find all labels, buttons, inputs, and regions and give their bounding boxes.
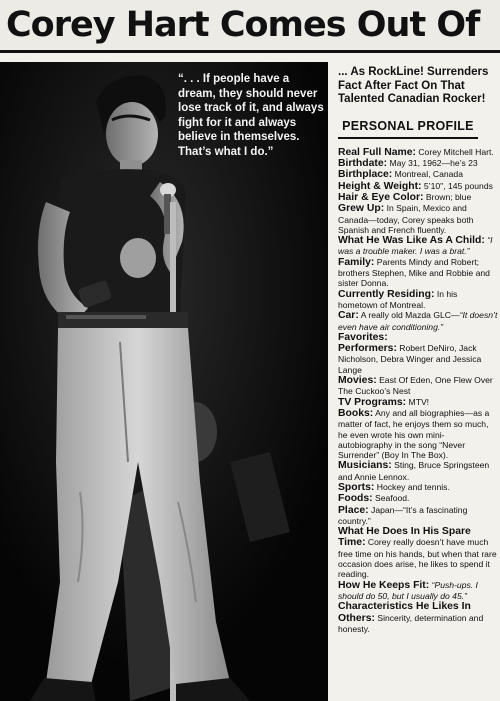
headline-bar — [0, 0, 500, 53]
profile-entry-name — [338, 147, 498, 158]
entry-label: Movies: — [338, 375, 377, 387]
profile-entry-birthdate — [338, 158, 498, 169]
entry-label: Books: — [338, 407, 374, 419]
profile-title: PERSONAL PROFILE — [338, 119, 478, 139]
entry-value: Seafood. — [375, 493, 410, 504]
entry-value: MTV! — [408, 396, 430, 407]
entry-label: Family: — [338, 256, 375, 268]
entry-label: What He Does In His Spare Time: — [338, 526, 471, 549]
entry-value: Parents Mindy and Robert; brothers Stephen, Mike and Robbie and sister Donna. — [338, 256, 490, 289]
entry-value: Any and all biographies—as a matter of fact, he enjoys them so much, he even wrote his own mini-autobiography in the song “Never Surrender” (Boy In The Box). — [338, 407, 490, 461]
entry-value-italic: “It’s a fascinating country.” — [338, 504, 468, 526]
profile-entry-height-weight — [338, 181, 498, 192]
entry-value: Hockey and tennis. — [376, 481, 450, 492]
headline: Corey Hart Comes Out Of — [6, 5, 480, 45]
entry-value: Robert DeNiro, Jack Nicholson, Debra Winger and Jessica Lange — [338, 343, 482, 375]
entry-label: What He Was Like As A Child: — [338, 235, 485, 247]
entry-value: Brown; blue — [425, 191, 472, 202]
entry-value: Sincerity, determination and honesty. — [338, 612, 484, 634]
entry-label: Birthplace: — [338, 169, 393, 181]
profile-entry-family — [338, 257, 498, 289]
profile-entry-car — [338, 310, 498, 332]
entry-label: Place: — [338, 504, 369, 516]
entry-label: Characteristics He Likes In Others: — [338, 601, 471, 624]
profile-entry-spare-time — [338, 526, 498, 579]
entry-label: Hair & Eye Color: — [338, 191, 424, 203]
entry-label: Currently Residing: — [338, 288, 435, 300]
entry-label: How He Keeps Fit: — [338, 579, 430, 591]
entry-label: Height & Weight: — [338, 180, 422, 192]
entry-label: Birthdate: — [338, 158, 388, 170]
profile-entry-movies — [338, 375, 498, 397]
entry-value: Corey Mitchell Hart. — [418, 146, 494, 157]
profile-entry-child — [338, 235, 498, 257]
entry-value: Corey really doesn’t have much free time on his hands, but when that rare occasion does arise, he likes to spend it reading. — [338, 537, 497, 580]
entry-value: In his hometown of Montreal. — [338, 288, 458, 310]
entry-value: 5’10", 145 pounds — [423, 180, 493, 191]
entry-label: Real Full Name: — [338, 146, 416, 158]
pull-quote: “. . . If people have a dream, they should never lose track of it, and always fight for it and always believe in themselves. That’s what I do.” — [178, 73, 324, 158]
profile-entry-tv — [338, 397, 498, 408]
entry-value: May 31, 1962—he’s 23 — [389, 158, 478, 169]
entry-value: A really old Mazda GLC— — [360, 310, 460, 321]
entry-label: Performers: — [338, 343, 397, 355]
entry-label: Musicians: — [338, 460, 392, 472]
profile-entry-place — [338, 505, 498, 527]
entry-label: Sports: — [338, 481, 375, 493]
entry-value: In Spain, Mexico and Canada—today, Corey speaks both Spanish and French fluently. — [338, 203, 474, 235]
entry-label: Favorites: — [338, 331, 388, 343]
entry-label: Grew Up: — [338, 203, 385, 215]
personal-profile — [338, 147, 498, 634]
profile-entry-hair-eye — [338, 192, 498, 203]
entry-value: East Of Eden, One Flew Over The Cuckoo’s Nest — [338, 375, 493, 397]
entry-value: Sting, Bruce Springsteen and Annie Lennox. — [338, 460, 490, 482]
profile-entry-favorites — [338, 332, 498, 343]
profile-entry-sports — [338, 482, 498, 493]
sidebar-column — [338, 66, 498, 634]
entry-value: Montreal, Canada — [394, 169, 463, 180]
profile-entry-foods — [338, 493, 498, 504]
profile-entry-musicians — [338, 460, 498, 482]
profile-entry-books — [338, 408, 498, 460]
profile-entry-birthplace — [338, 169, 498, 180]
deck-subheadline: ... As RockLine! Surrenders Fact After Fact On That Talented Canadian Rocker! — [338, 66, 489, 106]
profile-entry-residing — [338, 289, 498, 311]
entry-label: TV Programs: — [338, 396, 407, 408]
profile-entry-performers — [338, 343, 498, 375]
profile-entry-grew-up — [338, 203, 498, 235]
profile-entry-fit — [338, 580, 498, 602]
entry-value-italic: “Push-ups. I should do 50, but I usually do 45.” — [338, 579, 478, 601]
entry-value: Japan— — [371, 504, 404, 515]
entry-value: “I was a trouble maker. I was a brat.” — [338, 235, 493, 257]
entry-value-italic: “It doesn’t even have air conditioning.” — [338, 310, 498, 332]
profile-entry-likes — [338, 601, 498, 634]
entry-label: Car: — [338, 310, 359, 322]
entry-label: Foods: — [338, 493, 373, 505]
